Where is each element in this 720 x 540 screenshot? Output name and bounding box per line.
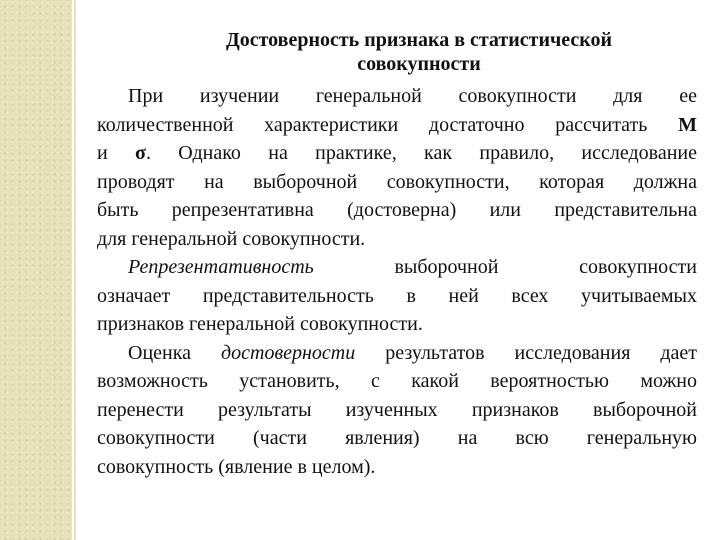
- paragraph-3-line-1-rest: результатов исследования дает: [385, 341, 698, 364]
- paragraph-3-line-2: возможность установить, с какой вероятностью можно: [97, 370, 697, 392]
- paragraph-1-line-6: для генеральной совокупности.: [97, 227, 366, 250]
- title-line-2: совокупности: [357, 53, 481, 75]
- paragraph-2-line-1-rest: выборочной совокупности: [394, 256, 697, 278]
- slide-content: [97, 28, 697, 528]
- decorative-left-rule: [74, 0, 76, 540]
- mean-symbol: M: [678, 113, 697, 136]
- paragraph-2-line-3: признаков генеральной совокупности.: [97, 313, 423, 335]
- paragraph-1-line-2: [97, 111, 697, 140]
- paragraph-1-line-3-rest: . Однако на практике, как правило, исследование: [145, 142, 698, 164]
- sigma-symbol: σ: [135, 142, 146, 164]
- slide-title: [97, 28, 697, 76]
- paragraph-1-line-2-text: количественной характеристики достаточно рассчитать: [97, 113, 648, 136]
- paragraph-1-line-5: быть репрезентативна (достоверна) или представительна: [97, 199, 697, 221]
- paragraph-3-line-4: совокупности (части явления) на всю генеральную: [97, 427, 697, 449]
- paragraph-1-line-3: [97, 139, 697, 168]
- paragraph-3: [97, 339, 697, 482]
- term-representativeness: Репрезентативность: [128, 256, 314, 278]
- paragraph-1-line-1: При изучении генеральной совокупности для ее: [128, 85, 697, 107]
- paragraph-2: [97, 253, 697, 339]
- paragraph-3-line-1: [97, 339, 697, 368]
- slide-body: [97, 82, 697, 481]
- title-line-1: Достоверность признака в статистической: [225, 29, 613, 51]
- term-reliability: достоверности: [221, 341, 356, 364]
- paragraph-3-line-1-start: Оценка: [128, 341, 192, 364]
- paragraph-2-line-2: означает представительность в ней всех учитываемых: [97, 284, 697, 307]
- paragraph-3-line-5: совокупность (явление в целом).: [97, 455, 376, 478]
- paragraph-1-line-3-start: и: [97, 142, 108, 164]
- paragraph-1-line-4: проводят на выборочной совокупности, которая должна: [97, 170, 697, 193]
- paragraph-3-line-3: перенести результаты изученных признаков выборочной: [97, 398, 697, 421]
- paragraph-2-line-1: [97, 253, 697, 282]
- decorative-left-band: [0, 0, 72, 540]
- paragraph-1: [97, 82, 697, 253]
